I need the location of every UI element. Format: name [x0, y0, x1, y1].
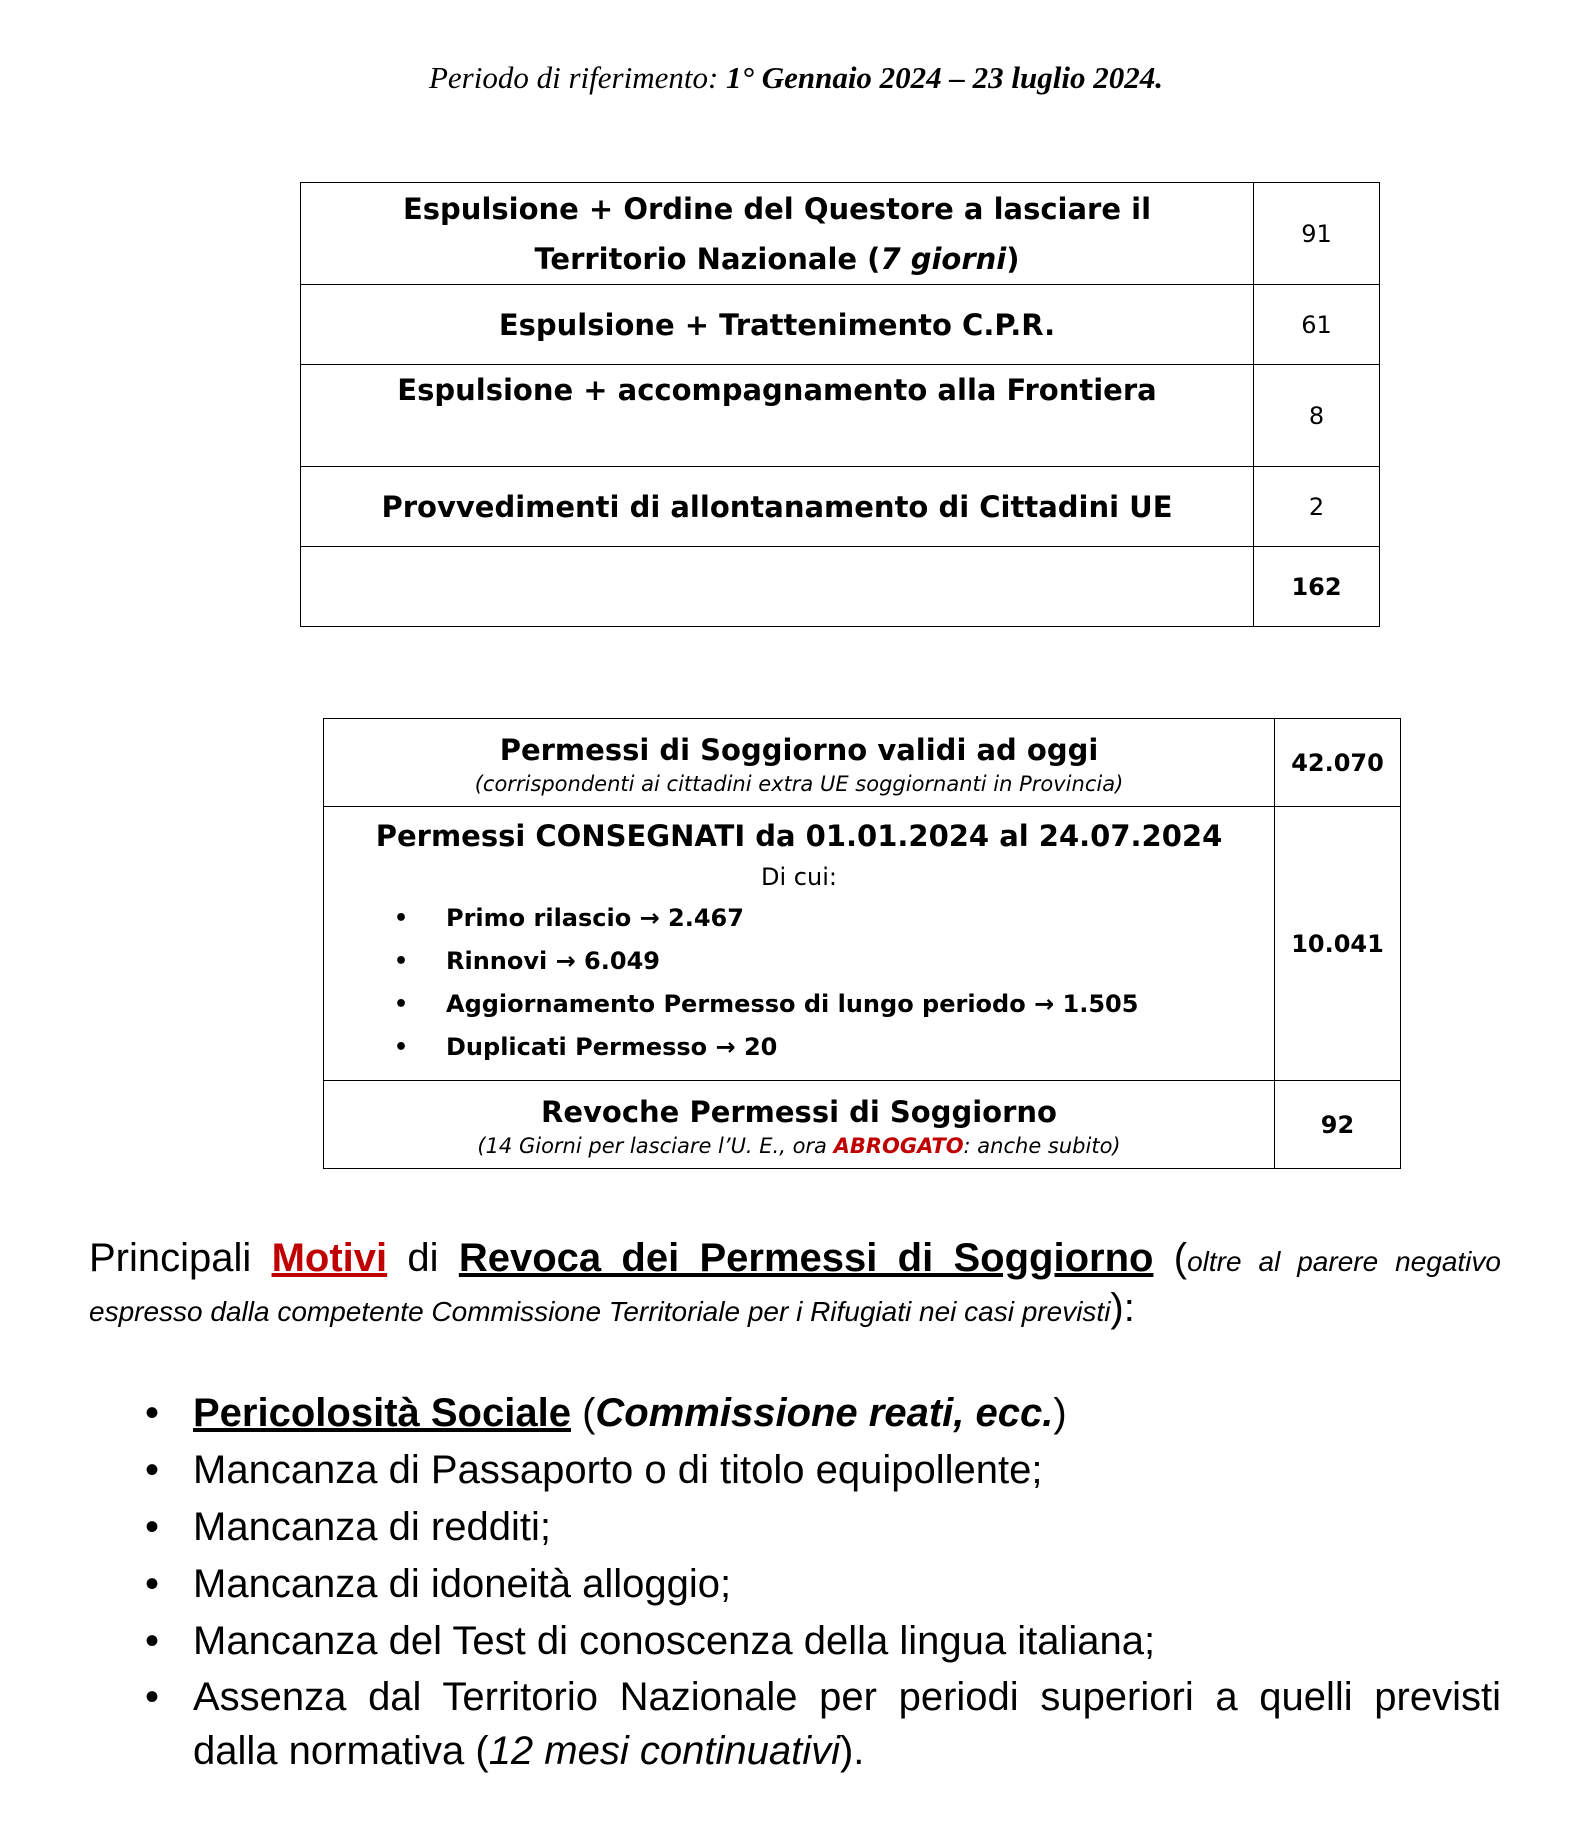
- row-value: 10.041: [1275, 807, 1401, 1081]
- total-value: 162: [1254, 547, 1380, 627]
- table-row: [324, 719, 1401, 807]
- list-item: • Mancanza di redditi;: [89, 1499, 1501, 1556]
- permits-table: [323, 718, 1401, 1169]
- list-item: • Aggiornamento Permesso di lungo periodo → 1.505: [324, 983, 1274, 1026]
- row-label: Permessi di Soggiorno validi ad oggi (corrispondenti ai cittadini extra UE soggiornanti in Provincia): [324, 719, 1275, 807]
- table-row: [324, 807, 1401, 1081]
- bullet-icon: •: [394, 1034, 409, 1060]
- table-row: [324, 1081, 1401, 1169]
- row-value: 91: [1254, 183, 1380, 285]
- bullet-icon: •: [145, 1448, 160, 1492]
- row-label: Espulsione + Ordine del Questore a lasciare il Territorio Nazionale (7 giorni): [301, 183, 1254, 285]
- list-item: • Assenza dal Territorio Nazionale per periodi superiori a quelli previsti dalla normativa (12 mesi continuativi).: [89, 1670, 1501, 1778]
- row-label: Espulsione + accompagnamento alla Frontiera: [301, 365, 1254, 467]
- bullet-icon: •: [394, 948, 409, 974]
- table-row: [301, 183, 1380, 285]
- row-label: Provvedimenti di allontanamento di Cittadini UE: [301, 467, 1254, 547]
- list-item: • Rinnovi → 6.049: [324, 940, 1274, 983]
- reasons-list: [89, 1385, 1501, 1778]
- list-item: • Duplicati Permesso → 20: [324, 1026, 1274, 1069]
- list-item: • Mancanza di idoneità alloggio;: [89, 1556, 1501, 1613]
- total-empty-cell: [301, 547, 1254, 627]
- bullet-icon: •: [145, 1619, 160, 1663]
- reference-period: Periodo di riferimento: 1° Gennaio 2024 – 23 luglio 2024.: [428, 60, 1164, 95]
- row-label: Revoche Permessi di Soggiorno (14 Giorni per lasciare l’U. E., ora ABROGATO: anche subito): [324, 1081, 1275, 1169]
- revoca-heading: Revoca dei Permessi di Soggiorno: [458, 1236, 1154, 1280]
- bullet-icon: •: [394, 905, 409, 931]
- row-value: 2: [1254, 467, 1380, 547]
- row-label: Permessi CONSEGNATI da 01.01.2024 al 24.07.2024 Di cui: • Primo rilascio → 2.467 • Rinnovi → 6.049 • Aggiornamento Permesso di lungo periodo → 1.505 • Duplicati Permesso → 20: [324, 807, 1275, 1081]
- row-value: 92: [1275, 1081, 1401, 1169]
- abrogato-text: ABROGATO: [833, 1133, 964, 1158]
- period-range: 1° Gennaio 2024 – 23 luglio 2024.: [726, 60, 1164, 95]
- row-label: Espulsione + Trattenimento C.P.R.: [301, 285, 1254, 365]
- bullet-icon: •: [145, 1391, 160, 1435]
- total-row: [301, 547, 1380, 627]
- bullet-icon: •: [145, 1675, 160, 1719]
- list-item: • Primo rilascio → 2.467: [324, 897, 1274, 940]
- bullet-icon: •: [394, 991, 409, 1017]
- bullet-icon: •: [145, 1562, 160, 1606]
- motivi-highlight: Motivi: [271, 1236, 388, 1280]
- period-label: Periodo di riferimento: [428, 60, 708, 95]
- table-row: [301, 285, 1380, 365]
- list-item: • Mancanza di Passaporto o di titolo equipollente;: [89, 1442, 1501, 1499]
- motivi-intro: Principali Motivi di Revoca dei Permessi di Soggiorno (oltre al parere negativo espresso dalla competente Commissione Territoriale per i Rifugiati nei casi previsti):: [89, 1236, 1501, 1330]
- list-item: • Mancanza del Test di conoscenza della lingua italiana;: [89, 1613, 1501, 1670]
- table-row: [301, 467, 1380, 547]
- expulsions-table: [300, 182, 1380, 627]
- row-value: 8: [1254, 365, 1380, 467]
- breakdown-list: [324, 897, 1274, 1073]
- table-row: [301, 365, 1380, 467]
- list-item: • Pericolosità Sociale (Commissione reati, ecc.): [89, 1385, 1501, 1442]
- bullet-icon: •: [145, 1505, 160, 1549]
- row-value: 61: [1254, 285, 1380, 365]
- row-value: 42.070: [1275, 719, 1401, 807]
